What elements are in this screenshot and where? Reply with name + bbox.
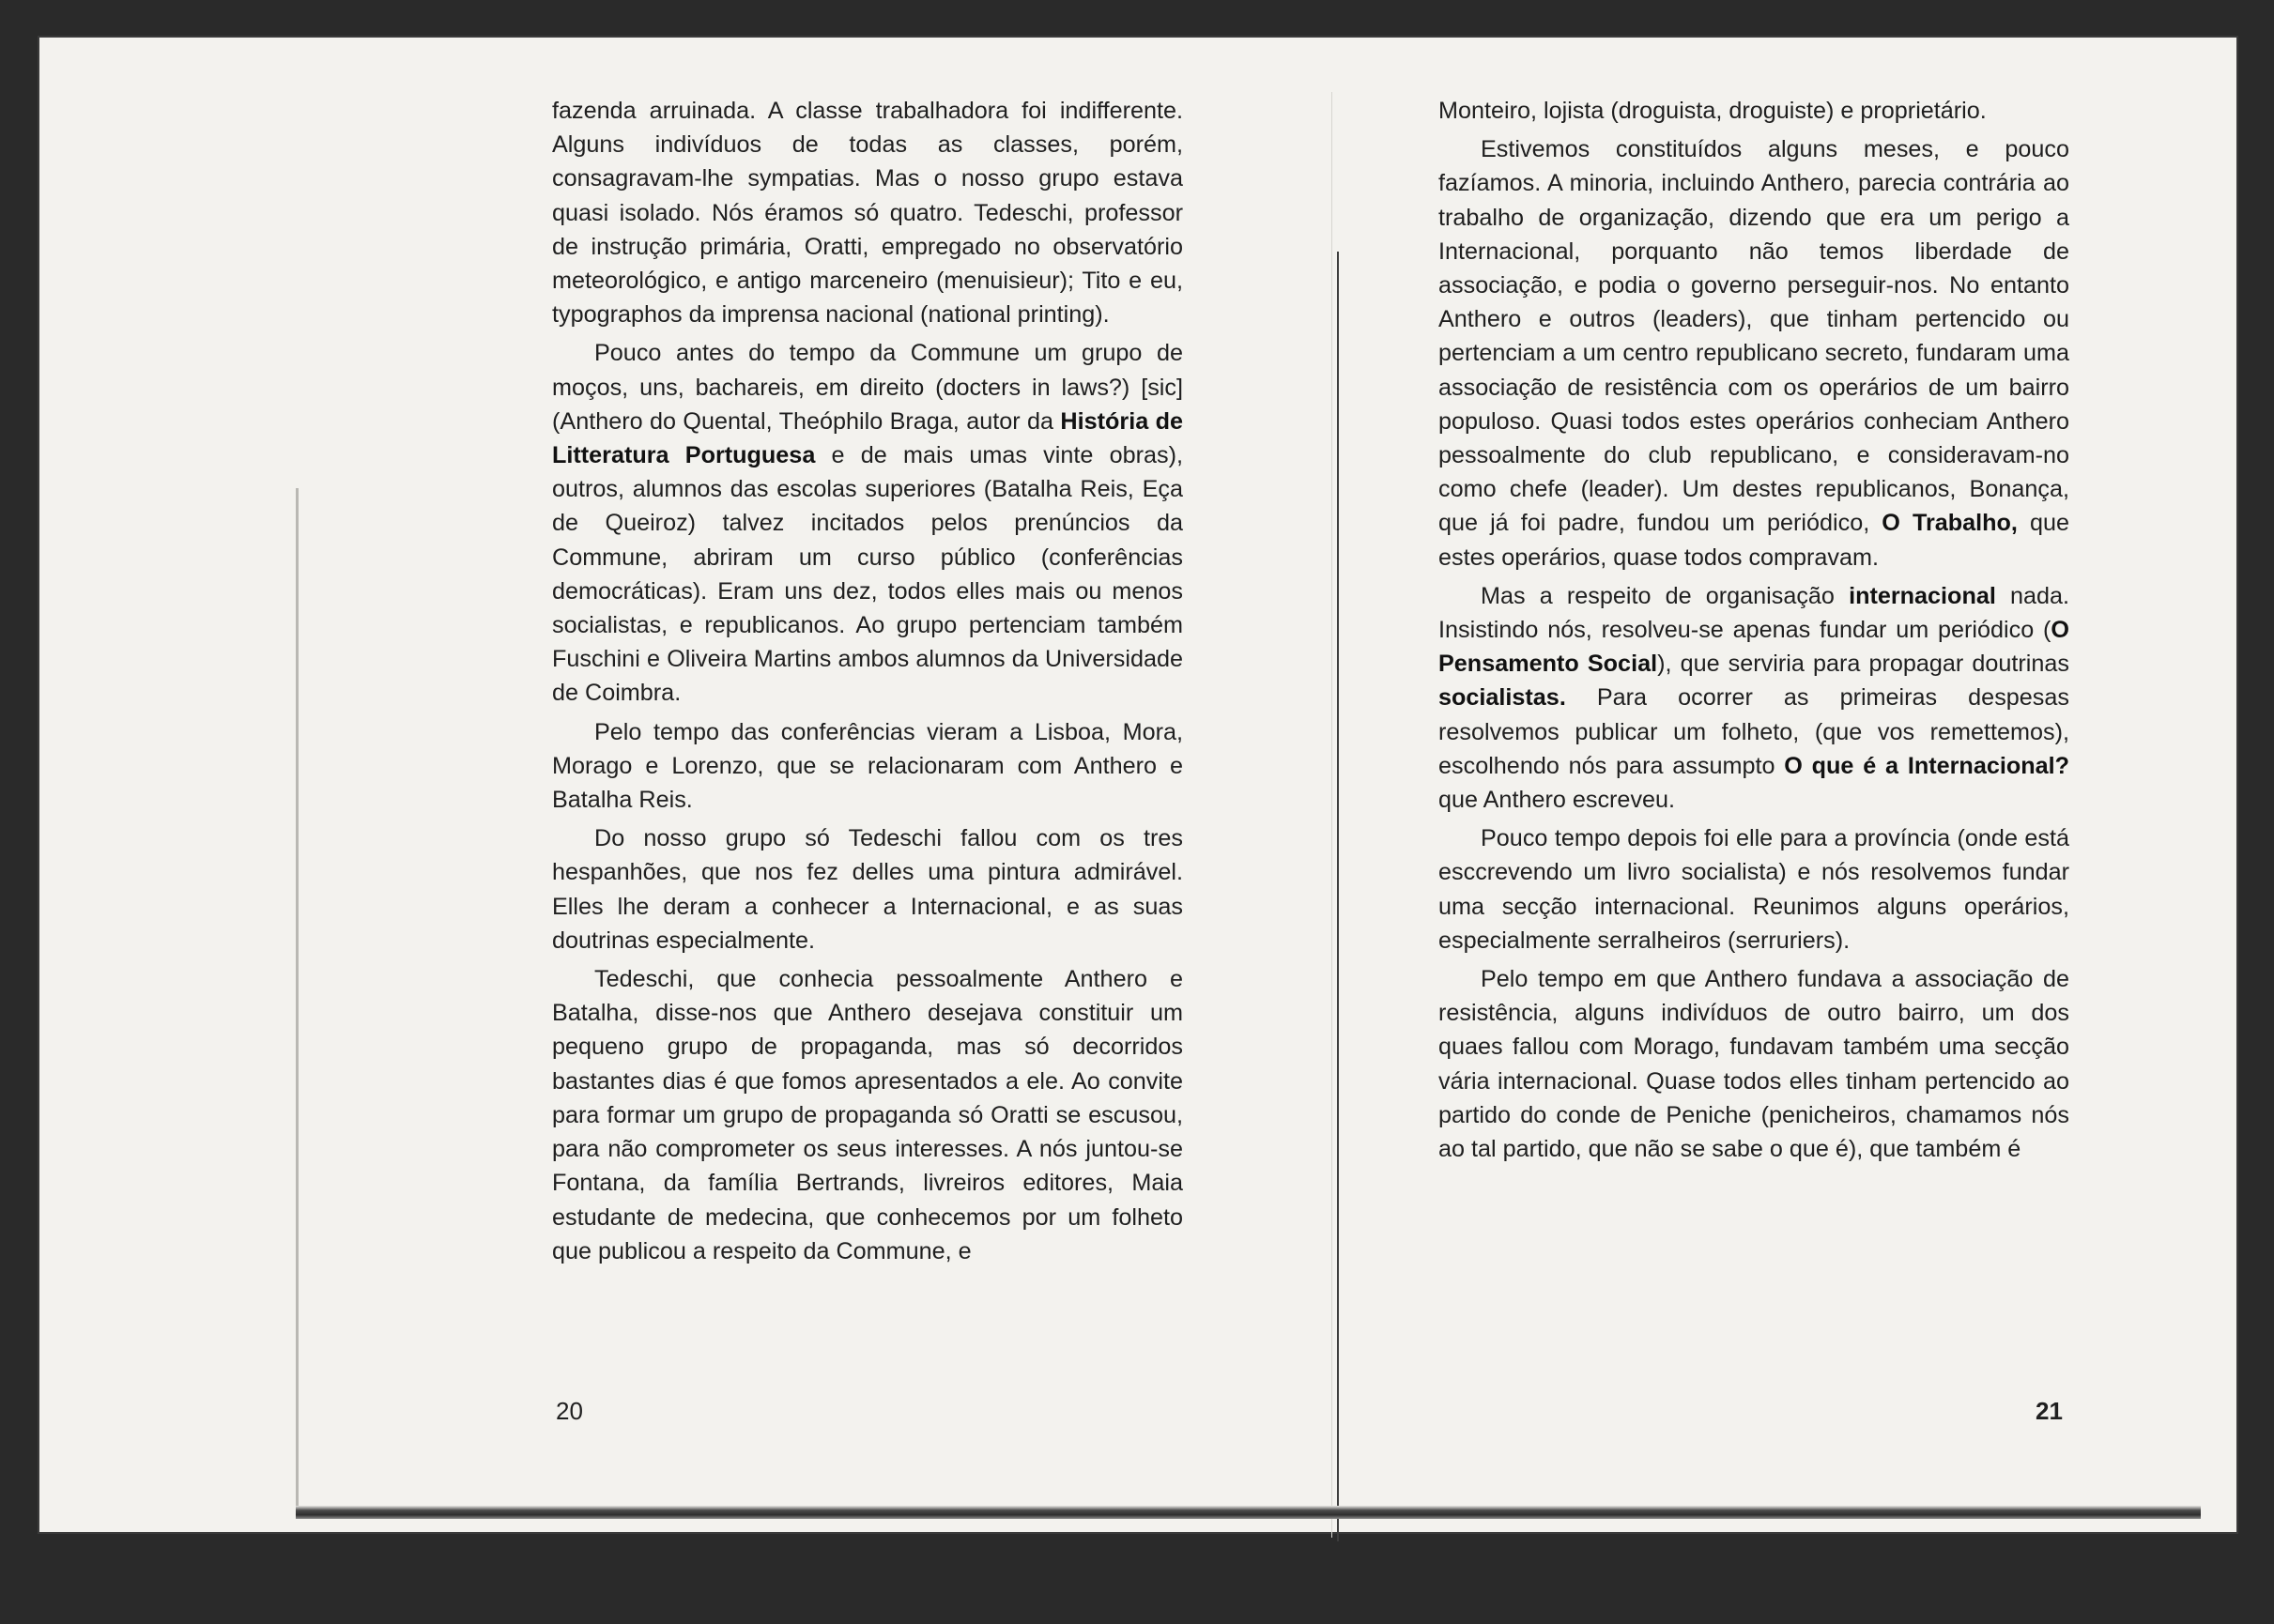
paragraph: Monteiro, lojista (droguista, droguiste) e proprietário.: [1438, 98, 1987, 124]
paragraph: Pouco tempo depois foi elle para a província (onde está esccrevendo um livro socialista) e nós resolvemos fundar uma secção internacional. Reunimos alguns operários, especialmente serralheiros (serruriers).: [1438, 825, 2069, 954]
bold-title: socialistas.: [1438, 684, 1566, 712]
bold-title: internacional: [1849, 582, 1996, 609]
paragraph: Estivemos constituídos alguns meses, e pouco fazíamos. A minoria, incluindo Anthero, parecia contrária ao trabalho de organização, dizendo que era um perigo a Internacional, porquanto não temos liberdade de associação, e podia o governo perseguir-nos. No entanto Anthero e outros (leaders), que tinham pertencido ou pertenciam a um centro republicano secreto, fundaram uma associação de resistência com os operários de um bairro populoso. Quasi todos estes operários conheciam Anthero pessoalmente do club republicano, e consideravam-no como chefe (leader). Um destes republicanos, Bonança, que já foi padre, fundou um periódico, O Trabalho, que estes operários, quase todos compravam.: [1438, 136, 2070, 571]
scan-edge-bottom: [296, 1506, 2201, 1519]
left-page-text: [552, 94, 1183, 1268]
page-number-left: 20: [556, 1397, 583, 1425]
right-page-text: [1438, 94, 2069, 1166]
paragraph: Pelo tempo das conferências vieram a Lisboa, Mora, Morago e Lorenzo, que se relacionaram com Anthero e Batalha Reis.: [552, 718, 1183, 814]
page-number-right: 21: [2036, 1397, 2063, 1425]
bold-title: O Pensamento Social: [1438, 617, 2069, 678]
bold-title: História de Litteratura Portuguesa: [552, 407, 1183, 469]
page-gutter: [1337, 252, 1339, 1541]
paragraph: Mas a respeito de organisação internacional nada. Insistindo nós, resolveu-se apenas fundar um periódico (O Pensamento Social), que serviria para propagar doutrinas socialistas. Para ocorrer as primeiras despesas resolvemos publicar um folheto, (que vos remettemos), escolhendo nós para assumpto O que é a Internacional? que Anthero escreveu.: [1438, 582, 2070, 814]
page-gutter-shadow: [1331, 92, 1332, 1538]
bold-title: O Trabalho,: [1882, 510, 2018, 537]
paragraph: Tedeschi, que conhecia pessoalmente Anthero e Batalha, disse-nos que Anthero desejava constituir um pequeno grupo de propaganda, mas só decorridos bastantes dias é que fomos apresentados a ele. Ao convite para formar um grupo de propaganda só Oratti se escusou, para não comprometer os seus interesses. A nós juntou-se Fontana, da família Bertrands, livreiros editores, Maia estudante de medecina, que conhecemos por um folheto que publicou a respeito da Commune, e: [552, 966, 1183, 1264]
paragraph: Do nosso grupo só Tedeschi fallou com os tres hespanhões, que nos fez delles uma pintura admirável. Elles lhe deram a conhecer a Internacional, e as suas doutrinas especialmente.: [552, 825, 1183, 954]
paragraph: Pelo tempo em que Anthero fundava a associação de resistência, alguns indivíduos de outro bairro, um dos quaes fallou com Morago, fundavam também uma secção vária internacional. Quase todos elles tinham pertencido ao partido do conde de Peniche (penicheiros, chamamos nós ao tal partido, que não se sabe o que é), que também é: [1438, 966, 2069, 1163]
bold-title: O que é a Internacional?: [1784, 752, 2069, 779]
scan-edge-left: [296, 488, 299, 1511]
paragraph: Pouco antes do tempo da Commune um grupo de moços, uns, bachareis, em direito (docters in laws?) [sic] (Anthero do Quental, Theóphilo Braga, autor da História de Litteratura Portuguesa e de mais umas vinte obras), outros, alumnos das escolas superiores (Batalha Reis, Eça de Queiroz) talvez incitados pelos prenúncios da Commune, abriram um curso público (conferências democráticas). Eram uns dez, todos elles mais ou menos socialistas, e republicanos. Ao grupo pertenciam também Fuschini e Oliveira Martins ambos alumnos da Universidade de Coimbra.: [552, 340, 1183, 707]
paragraph: fazenda arruinada. A classe trabalhadora foi indifferente. Alguns indivíduos de todas as classes, porém, consagravam-lhe sympatias. Mas o nosso grupo estava quasi isolado. Nós éramos só quatro. Tedeschi, professor de instrução primária, Oratti, empregado no observatório meteorológico, e antigo marceneiro (menuisieur); Tito e eu, typographos da imprensa nacional (national printing).: [552, 98, 1183, 329]
